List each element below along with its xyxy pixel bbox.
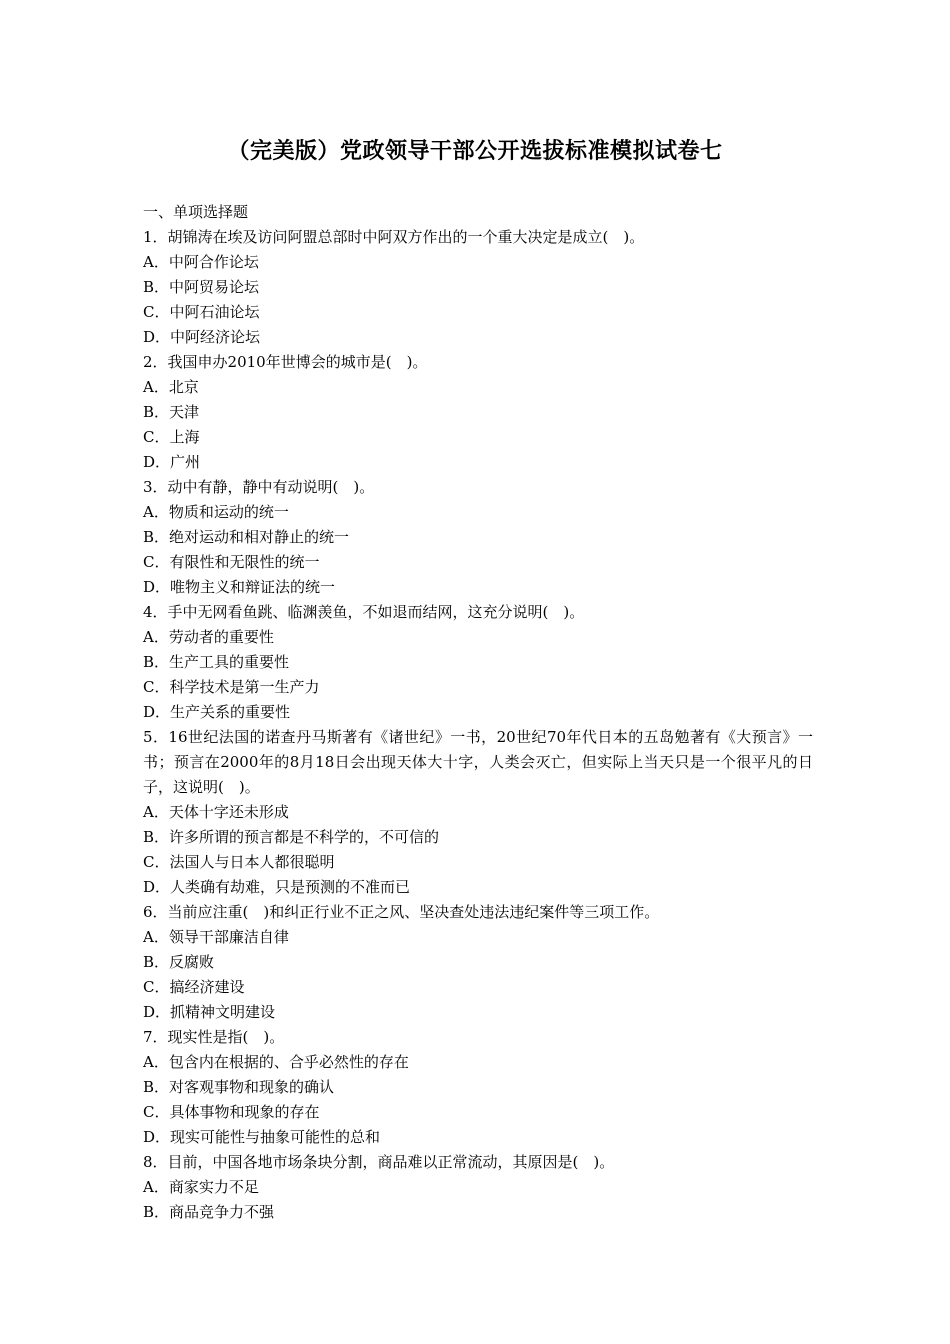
option-b: B．许多所谓的预言都是不科学的，不可信的 — [143, 828, 440, 846]
option-d: D．唯物主义和辩证法的统一 — [143, 578, 336, 596]
option-a: A．北京 — [143, 378, 199, 396]
option-b: B．天津 — [143, 403, 200, 421]
option-d: D．人类确有劫难，只是预测的不准而已 — [143, 878, 411, 896]
question-2 — [143, 350, 813, 475]
option-d: D．中阿经济论坛 — [143, 328, 261, 346]
question-6 — [143, 900, 813, 1025]
option-a: A．天体十字还未形成 — [143, 803, 289, 821]
option-d: D．现实可能性与抽象可能性的总和 — [143, 1128, 381, 1146]
question-3 — [143, 475, 813, 600]
question-stem: 4．手中无网看鱼跳、临渊羡鱼，不如退而结网，这充分说明( )。 — [143, 603, 585, 621]
question-8 — [143, 1150, 813, 1225]
question-7 — [143, 1025, 813, 1150]
option-c: C．科学技术是第一生产力 — [143, 678, 320, 696]
option-c: C．上海 — [143, 428, 200, 446]
option-a: A．领导干部廉洁自律 — [143, 928, 289, 946]
option-d: D．抓精神文明建设 — [143, 1003, 276, 1021]
option-a: A．包含内在根据的、合乎必然性的存在 — [143, 1053, 409, 1071]
option-b: B．反腐败 — [143, 953, 215, 971]
question-stem: 3．动中有静，静中有动说明( )。 — [143, 478, 375, 496]
option-b: B．对客观事物和现象的确认 — [143, 1078, 335, 1096]
option-b: B．绝对运动和相对静止的统一 — [143, 528, 350, 546]
option-c: C．法国人与日本人都很聪明 — [143, 853, 335, 871]
option-a: A．商家实力不足 — [143, 1178, 259, 1196]
question-stem: 2．我国申办2010年世博会的城市是( )。 — [143, 353, 428, 371]
option-c: C．具体事物和现象的存在 — [143, 1103, 320, 1121]
option-a: A．中阿合作论坛 — [143, 253, 259, 271]
question-stem: 7．现实性是指( )。 — [143, 1028, 285, 1046]
question-stem: 6．当前应注重( )和纠正行业不正之风、坚决查处违法违纪案件等三项工作。 — [143, 903, 660, 921]
option-a: A．物质和运动的统一 — [143, 503, 289, 521]
question-1 — [143, 225, 813, 350]
question-stem: 5．16世纪法国的诺查丹马斯著有《诸世纪》一书，20世纪70年代日本的五岛勉著有《大预言》一书；预言在2000年的8月18日会出现天体大十字，人类会灭亡，但实际上当天只是一个很平凡的日子，这说明( )。 — [143, 728, 813, 796]
option-d: D．生产关系的重要性 — [143, 703, 291, 721]
section-heading: 一、单项选择题 — [143, 203, 249, 221]
option-b: B．生产工具的重要性 — [143, 653, 290, 671]
option-b: B．商品竞争力不强 — [143, 1203, 275, 1221]
option-c: C．搞经济建设 — [143, 978, 245, 996]
document-body — [143, 200, 813, 1225]
option-d: D．广州 — [143, 453, 201, 471]
question-stem: 1．胡锦涛在埃及访问阿盟总部时中阿双方作出的一个重大决定是成立( )。 — [143, 228, 645, 246]
question-stem: 8．目前，中国各地市场条块分割，商品难以正常流动，其原因是( )。 — [143, 1153, 615, 1171]
question-4 — [143, 600, 813, 725]
option-c: C．中阿石油论坛 — [143, 303, 260, 321]
question-5 — [143, 725, 813, 900]
option-a: A．劳动者的重要性 — [143, 628, 274, 646]
option-c: C．有限性和无限性的统一 — [143, 553, 320, 571]
document-title: （完美版）党政领导干部公开选拔标准模拟试卷七 — [227, 139, 723, 164]
option-b: B．中阿贸易论坛 — [143, 278, 260, 296]
